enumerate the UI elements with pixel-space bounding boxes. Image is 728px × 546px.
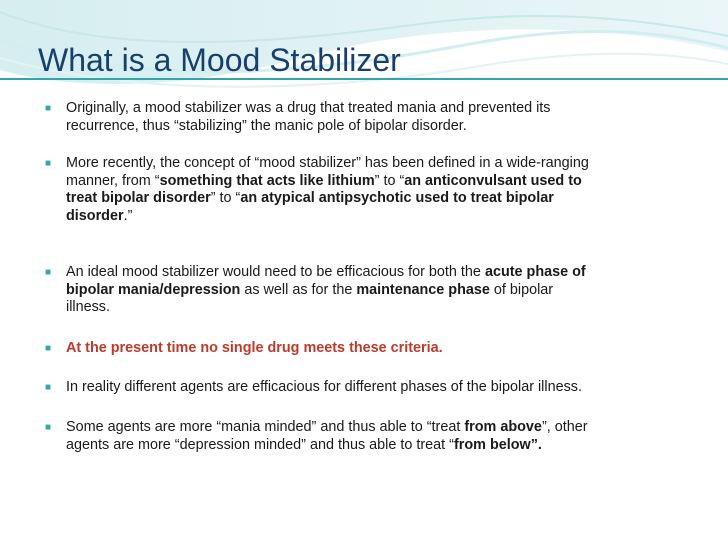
bullet-item [45, 419, 696, 454]
bold-text: bipolar mania/depression [66, 281, 241, 298]
bullet-text-line: More recently, the concept of “mood stabilizer” has been defined in a wide-ranging [66, 155, 589, 171]
bold-text: an anticonvulsant used to [404, 172, 582, 189]
bullet-text-line [66, 208, 696, 226]
text-run: Some agents are more “mania minded” and thus able to “treat [66, 419, 465, 435]
text-run: .” [123, 207, 133, 224]
bullet-text-line [66, 419, 696, 437]
bold-text: maintenance phase [356, 281, 490, 298]
bullet-text-line: recurrence, thus “stabilizing” the manic pole of bipolar disorder. [66, 117, 467, 134]
bullet-text-line [66, 173, 696, 191]
text-run: ” to “ [374, 172, 405, 189]
bullet-text-line: illness. [66, 299, 110, 315]
bullet-text-line [66, 264, 696, 282]
text-run: ”, other [541, 419, 588, 435]
slide-title: What is a Mood Stabilizer [38, 42, 401, 78]
bullet-item [45, 155, 696, 225]
bullet-text-line: Originally, a mood stabilizer was a drug that treated mania and prevented its [66, 100, 551, 116]
bullet-item [45, 100, 696, 135]
text-run: manner, from “ [66, 172, 160, 189]
text-run: as well as for the [240, 281, 357, 298]
bold-text: treat bipolar disorder [66, 190, 211, 206]
bold-text: disorder [66, 207, 124, 224]
bullet-text-line [66, 282, 696, 300]
bold-text: an atypical antipsychotic used to treat bipolar [240, 190, 554, 206]
square-bullet-icon: ■ [45, 382, 52, 393]
bullet-text-line [66, 437, 696, 455]
bold-text: something that acts like lithium [159, 172, 375, 189]
bold-text: acute phase of [484, 264, 586, 280]
bold-text: from below”. [453, 436, 542, 453]
bullet-item [45, 379, 696, 397]
bullet-text-line [66, 190, 696, 208]
text-run: ” to “ [210, 190, 241, 206]
square-bullet-icon: ■ [45, 103, 52, 114]
text-run: of bipolar [489, 281, 554, 298]
bullet-text-line: In reality different agents are efficacious for different phases of the bipolar illness. [66, 379, 582, 395]
square-bullet-icon: ■ [45, 343, 52, 354]
square-bullet-icon: ■ [45, 158, 52, 169]
highlight-text: At the present time no single drug meets these criteria. [66, 340, 443, 356]
bullet-item [45, 264, 696, 317]
square-bullet-icon: ■ [45, 267, 52, 278]
bold-text: from above [464, 419, 542, 435]
bullet-item-highlight [45, 340, 696, 358]
text-run: An ideal mood stabilizer would need to be efficacious for both the [66, 264, 485, 280]
text-run: agents are more “depression minded” and thus able to treat “ [66, 436, 454, 453]
square-bullet-icon: ■ [45, 422, 52, 433]
